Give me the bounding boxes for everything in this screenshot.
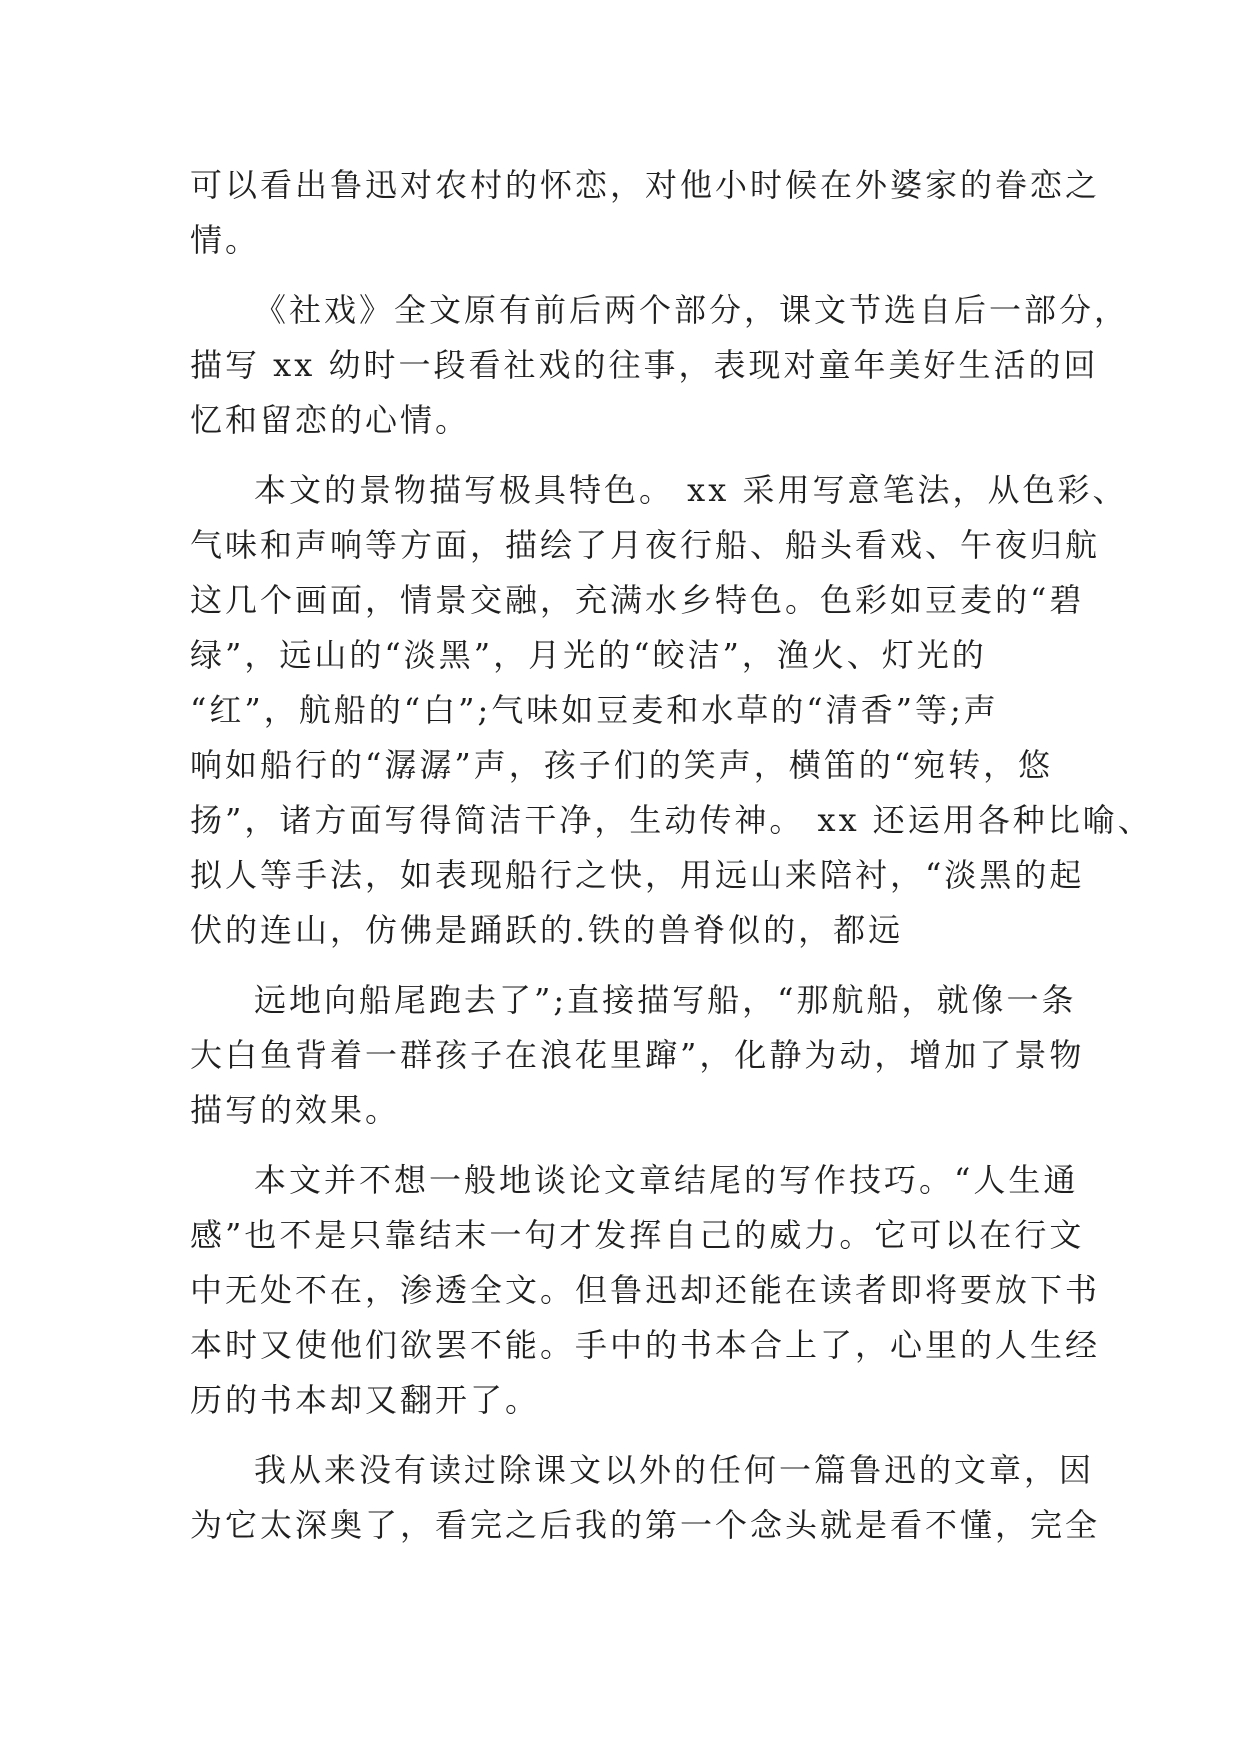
text-line: 这几个画面，情景交融，充满水乡特色。色彩如豆麦的“碧 [190, 581, 1085, 619]
paragraph [190, 463, 1153, 958]
text-line: 响如船行的“潺潺”声，孩子们的笑声，横笛的“宛转，悠 [190, 746, 1054, 784]
text-line: 忆和留恋的心情。 [190, 401, 471, 439]
text-line: 本文的景物描写极具特色。 xx 采用写意笔法，从色彩、 [254, 471, 1128, 509]
paragraph [190, 158, 1101, 268]
document-body [190, 158, 1153, 1568]
text-line: 本文并不想一般地谈论文章结尾的写作技巧。“人生通 [254, 1161, 1079, 1199]
text-line: 情。 [190, 221, 261, 259]
text-line: 中无处不在，渗透全文。但鲁迅却还能在读者即将要放下书 [190, 1271, 1101, 1309]
text-line: 大白鱼背着一群孩子在浪花里蹿”，化静为动，增加了景物 [190, 1036, 1085, 1074]
text-line: 历的书本却又翻开了。 [190, 1381, 541, 1419]
text-line: 扬”，诸方面写得简洁干净，生动传神。 xx 还运用各种比喻、 [190, 801, 1153, 839]
text-line: 气味和声响等方面，描绘了月夜行船、船头看戏、午夜归航 [190, 526, 1101, 564]
text-line: 本时又使他们欲罢不能。手中的书本合上了，心里的人生经 [190, 1326, 1101, 1364]
paragraph [190, 1443, 1101, 1553]
text-line: 远地向船尾跑去了”;直接描写船，“那航船，就像一条 [254, 981, 1077, 1019]
text-line: 为它太深奥了，看完之后我的第一个念头就是看不懂，完全 [190, 1506, 1101, 1544]
text-line: 绿”，远山的“淡黑”，月光的“皎洁”，渔火、灯光的 [190, 636, 987, 674]
text-line: 我从来没有读过除课文以外的任何一篇鲁迅的文章，因 [254, 1451, 1095, 1489]
text-line: 感”也不是只靠结末一句才发挥自己的威力。它可以在行文 [190, 1216, 1085, 1254]
paragraph [190, 1153, 1101, 1428]
paragraph [190, 283, 1130, 448]
text-line: 拟人等手法，如表现船行之快，用远山来陪衬，“淡黑的起 [190, 856, 1085, 894]
text-line: “红”，航船的“白”;气味如豆麦和水草的“清香”等;声 [190, 691, 999, 729]
text-line: 伏的连山，仿佛是踊跃的.铁的兽脊似的，都远 [190, 911, 904, 949]
text-line: 可以看出鲁迅对农村的怀恋，对他小时候在外婆家的眷恋之 [190, 166, 1101, 204]
paragraph [190, 973, 1085, 1138]
text-line: 《社戏》全文原有前后两个部分，课文节选自后一部分， [254, 291, 1130, 329]
text-line: 描写 xx 幼时一段看社戏的往事，表现对童年美好生活的回 [190, 346, 1099, 384]
text-line: 描写的效果。 [190, 1091, 401, 1129]
